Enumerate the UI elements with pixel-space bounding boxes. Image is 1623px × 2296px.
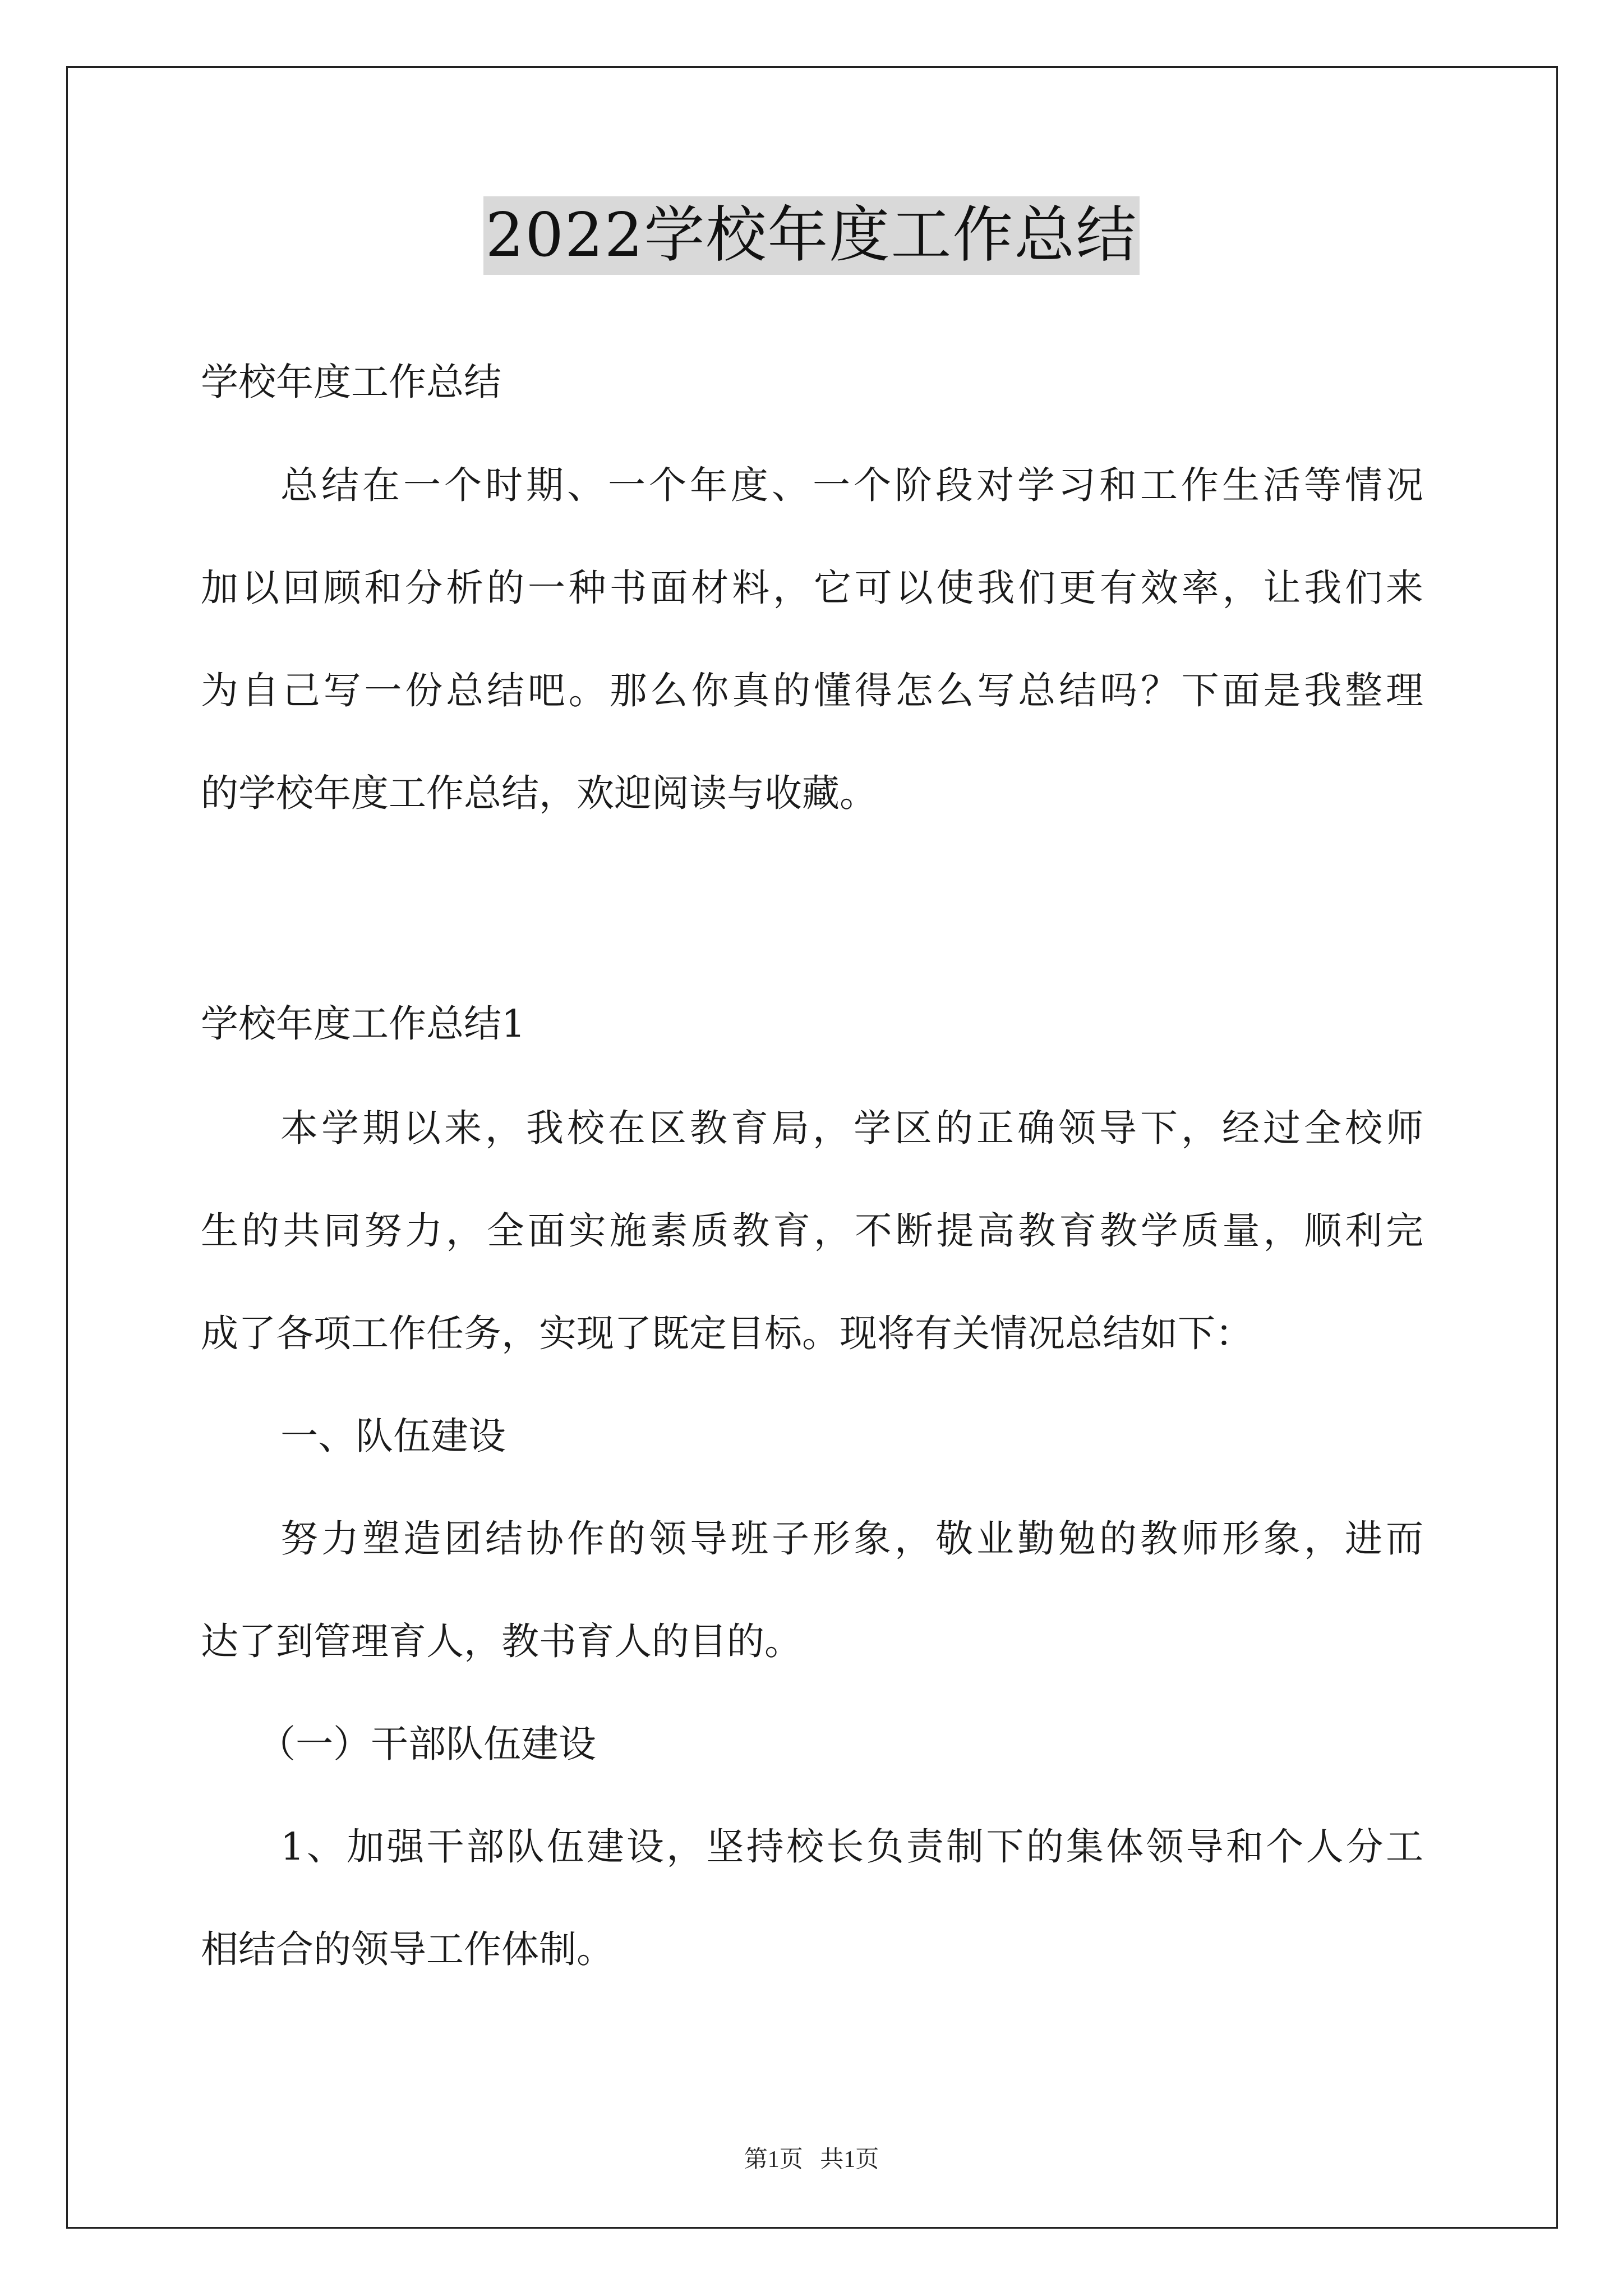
intro-line-4: 的学校年度工作总结，欢迎阅读与收藏。 [201, 771, 877, 815]
section-heading-1: 学校年度工作总结1 [201, 1002, 525, 1046]
page-total: 共1页 [820, 2147, 879, 2173]
section1-line-2: 生的共同努力，全面实施素质教育，不断提高教育教学质量，顺利完 [201, 1209, 1423, 1253]
team-line-2: 达了到管理育人，教书育人的目的。 [201, 1619, 802, 1663]
heading-team: 一、队伍建设 [280, 1414, 506, 1458]
cadre-line-1: 1、加强干部队伍建设，坚持校长负责制下的集体领导和个人分工 [280, 1825, 1423, 1869]
page-number: 第1页 [744, 2147, 803, 2173]
subtitle: 学校年度工作总结 [201, 360, 501, 404]
cadre-line-2: 相结合的领导工作体制。 [201, 1927, 614, 1971]
section1-line-1: 本学期以来，我校在区教育局，学区的正确领导下，经过全校师 [280, 1106, 1423, 1150]
document-title: 2022学校年度工作总结 [483, 196, 1140, 275]
title-container [0, 196, 1623, 275]
heading-cadre: （一）干部队伍建设 [258, 1722, 596, 1766]
intro-line-3: 为自己写一份总结吧。那么你真的懂得怎么写总结吗？下面是我整理 [201, 669, 1423, 712]
team-line-1: 努力塑造团结协作的领导班子形象，敬业勤勉的教师形象，进而 [280, 1517, 1423, 1561]
intro-line-1: 总结在一个时期、一个年度、一个阶段对学习和工作生活等情况 [280, 463, 1423, 507]
intro-line-2: 加以回顾和分析的一种书面材料，它可以使我们更有效率，让我们来 [201, 566, 1423, 610]
page-footer [0, 2143, 1623, 2177]
section1-line-3: 成了各项工作任务，实现了既定目标。现将有关情况总结如下： [201, 1312, 1253, 1355]
